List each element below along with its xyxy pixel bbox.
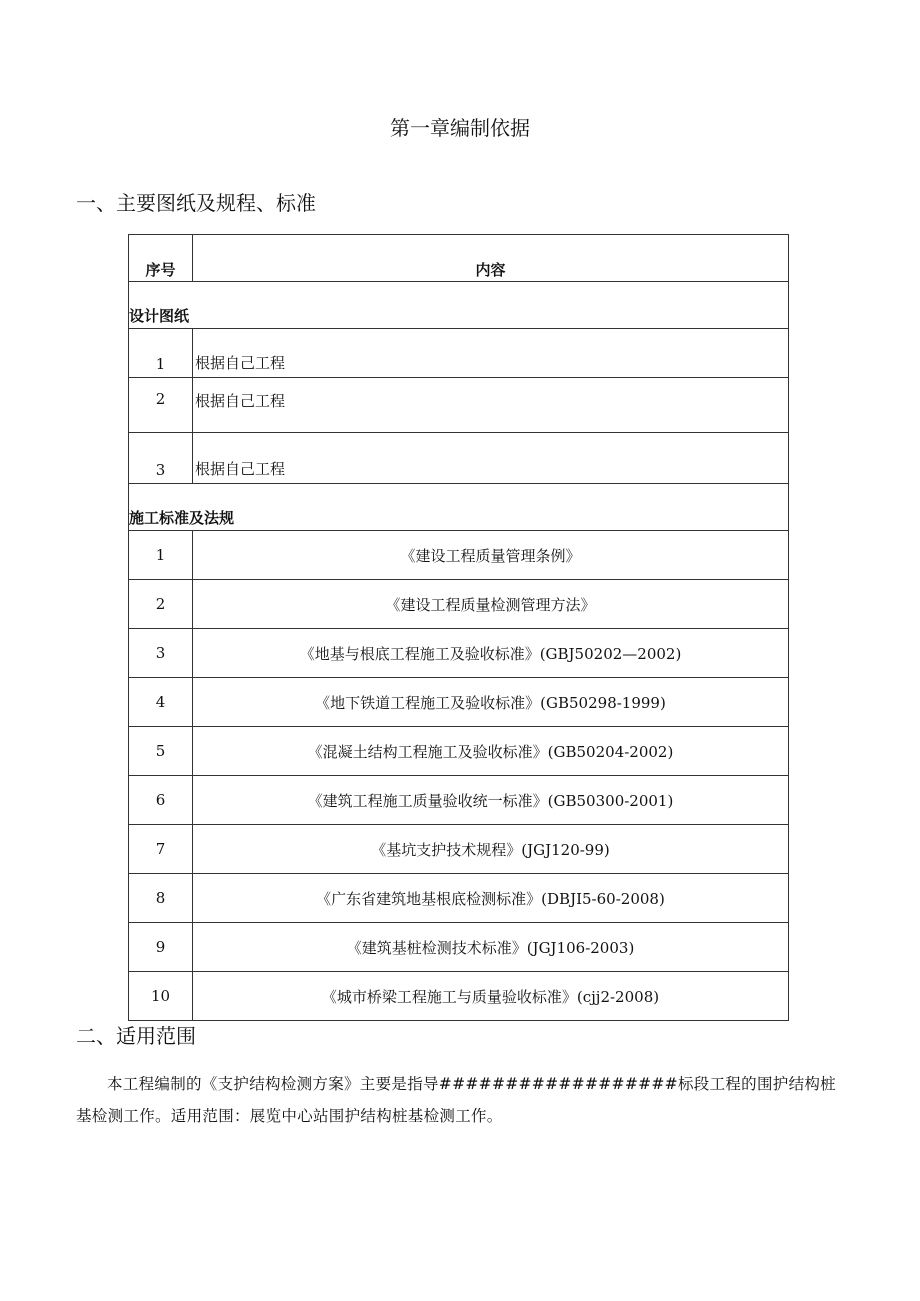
table-row [129,825,789,874]
row-num: 6 [129,776,193,825]
section-heading-drawings-standards: 一、主要图纸及规程、标准 [76,191,316,215]
row-num: 7 [129,825,193,874]
row-num: 10 [129,972,193,1021]
row-text: 《城市桥梁工程施工与质量验收标准》(cjj2-2008) [193,972,789,1021]
row-text: 《建筑工程施工质量验收统一标准》(GB50300-2001) [193,776,789,825]
table-row [129,776,789,825]
row-text: 《基坑支护技术规程》(JGJ120-99) [193,825,789,874]
row-num: 5 [129,727,193,776]
row-num: 1 [129,329,193,378]
table-row [129,329,789,378]
row-text: 《广东省建筑地基根底检测标准》(DBJI5-60-2008) [193,874,789,923]
row-num: 9 [129,923,193,972]
row-text: 《建设工程质量检测管理方法》 [193,580,789,629]
table-row [129,378,789,433]
table-row [129,678,789,727]
row-text: 《地下铁道工程施工及验收标准》(GB50298-1999) [193,678,789,727]
table-row [129,433,789,484]
header-content: 内容 [193,235,789,282]
scope-paragraph: 本工程编制的《支护结构检测方案》主要是指导##################标段工程的围护结构桩基检测工作。适用范围：展览中心站围护结构桩基检测工作。 [76,1075,836,1125]
group-title: 施工标准及法规 [129,484,789,531]
row-text: 根据自己工程 [193,433,789,484]
row-num: 1 [129,531,193,580]
row-num: 2 [129,580,193,629]
row-text: 《建设工程质量管理条例》 [193,531,789,580]
table-row [129,531,789,580]
table-header-row [129,235,789,282]
row-num: 2 [129,378,193,433]
row-text: 根据自己工程 [193,378,789,433]
row-num: 3 [129,433,193,484]
table-row [129,923,789,972]
table-row [129,580,789,629]
table-row [129,874,789,923]
group-row-design-drawings [129,282,789,329]
table-row [129,727,789,776]
table-row [129,629,789,678]
row-text: 根据自己工程 [193,329,789,378]
section-heading-scope: 二、适用范围 [76,1024,196,1048]
row-num: 4 [129,678,193,727]
group-row-construction-standards [129,484,789,531]
table-row [129,972,789,1021]
row-text: 《建筑基桩检测技术标准》(JGJ106-2003) [193,923,789,972]
row-text: 《混凝土结构工程施工及验收标准》(GB50204-2002) [193,727,789,776]
header-num: 序号 [129,235,193,282]
chapter-title: 第一章编制依据 [390,116,530,140]
group-title: 设计图纸 [129,282,789,329]
row-num: 3 [129,629,193,678]
reference-table [128,234,789,1021]
row-text: 《地基与根底工程施工及验收标准》(GBJ50202—2002) [193,629,789,678]
row-num: 8 [129,874,193,923]
